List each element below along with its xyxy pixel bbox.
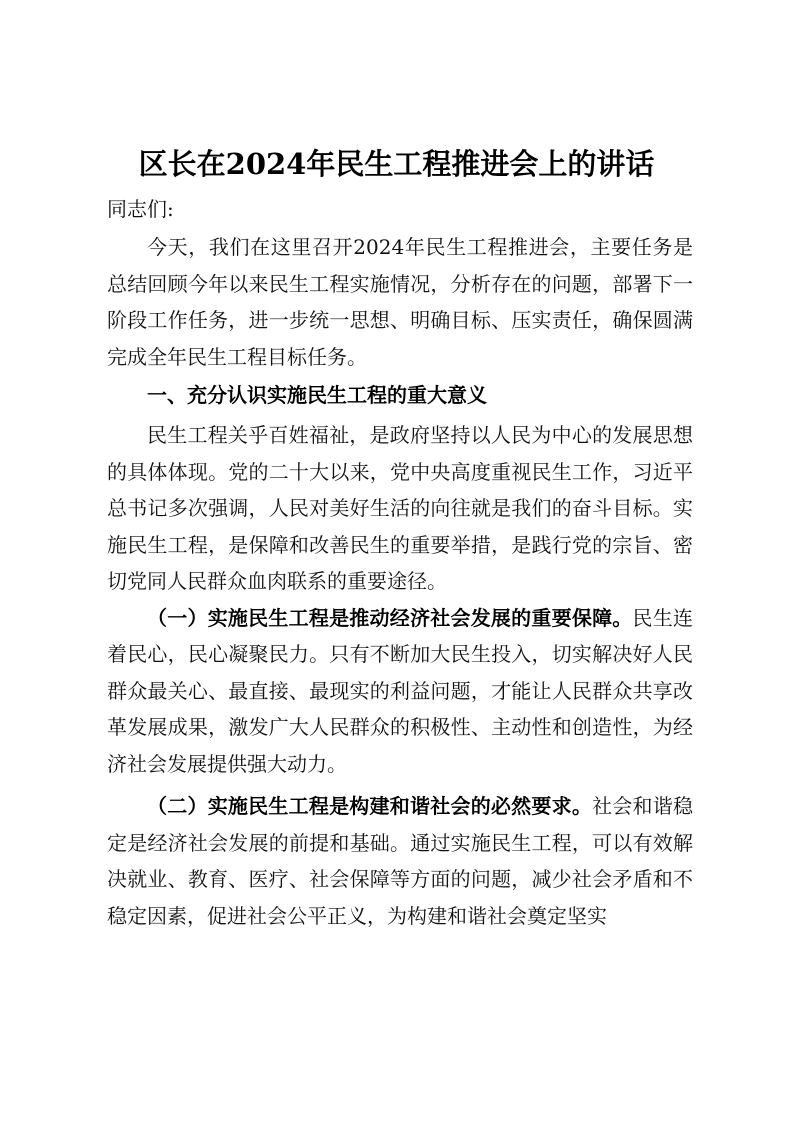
subsection-2-text: 社会和谐稳定是经济社会发展的前提和基础。通过实施民生工程，可以有效解决就业、教育、医疗、社会保障等方面的问题，减少社会矛盾和不稳定因素，促进社会公平正义，为构建和谐社会奠定坚实 xyxy=(107,794,694,928)
document-title: 区长在2024年民生工程推进会上的讲话 xyxy=(138,147,655,181)
subsection-2-heading: （二）实施民生工程是构建和谐社会的必然要求。 xyxy=(147,794,593,818)
intro-paragraph: 今天，我们在这里召开2024年民生工程推进会，主要任务是总结回顾今年以来民生工程实施情况，分析存在的问题，部署下一阶段工作任务，进一步统一思想、明确目标、压实责任，确保圆满完成全年民生工程目标任务。 xyxy=(107,235,693,369)
subsection-2-paragraph xyxy=(107,788,693,934)
salutation: 同志们: xyxy=(107,197,174,221)
section-1-paragraph: 民生工程关乎百姓福祉，是政府坚持以人民为中心的发展思想的具体体现。党的二十大以来，党中央高度重视民生工作，习近平总书记多次强调，人民对美好生活的向往就是我们的奋斗目标。实施民生工程，是保障和改善民生的重要举措，是践行党的宗旨、密切党同人民群众血肉联系的重要途径。 xyxy=(107,423,693,593)
subsection-1-paragraph xyxy=(107,600,693,783)
subsection-1-text: 民生连着民心，民心凝聚民力。只有不断加大民生投入，切实解决好人民群众最关心、最直接、最现实的利益问题，才能让人民群众共享改革发展成果，激发广大人民群众的积极性、主动性和创造性，为经济社会发展提供强大动力。 xyxy=(107,605,694,776)
subsection-1-heading: （一）实施民生工程是推动经济社会发展的重要保障。 xyxy=(147,605,633,630)
section-heading-1: 一、充分认识实施民生工程的重大意义 xyxy=(147,383,487,407)
document-body xyxy=(107,229,693,934)
